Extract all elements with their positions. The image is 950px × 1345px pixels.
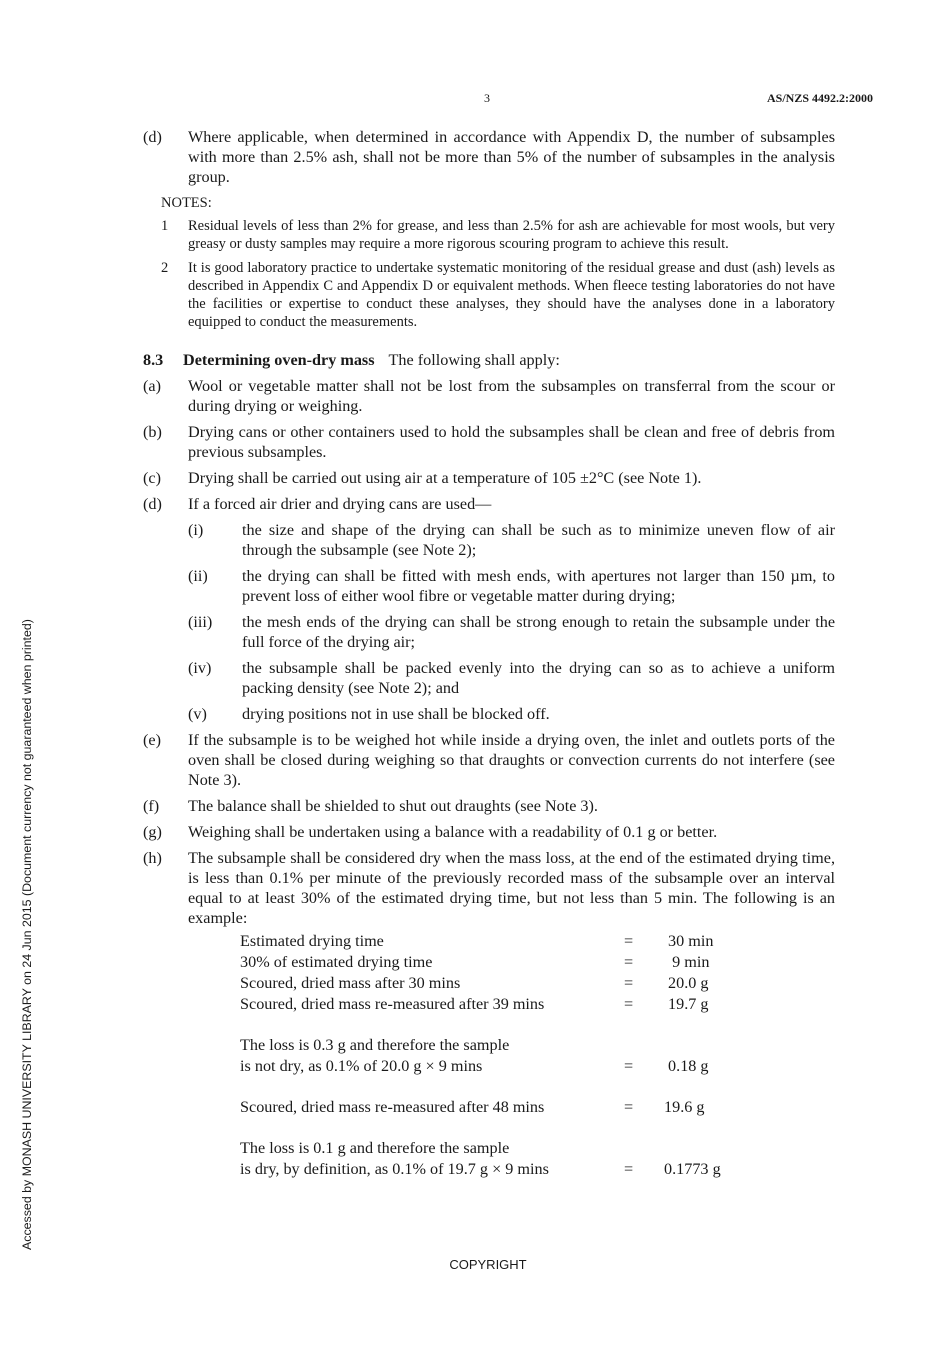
sub-item-label: (ii) <box>188 566 208 585</box>
example-value: 20.0 g <box>664 973 709 992</box>
example-row <box>240 1056 760 1077</box>
section-title: Determining oven-dry mass <box>183 350 375 369</box>
example-row <box>240 931 760 952</box>
sub-item <box>188 612 835 652</box>
item-label: (c) <box>143 468 161 487</box>
list-item <box>143 848 835 928</box>
item-text: The subsample shall be considered dry when the mass loss, at the end of the estimated drying time, is less than 0.1% per minute of the previously recorded mass of the subsample over an interval equal to at least 30% of the estimated drying time, but not less than 5 min. The following is an example: <box>188 848 835 927</box>
item-text: Weighing shall be undertaken using a balance with a readability of 0.1 g or better. <box>188 822 718 841</box>
item-label: (e) <box>143 730 161 749</box>
list-item <box>143 422 835 462</box>
sub-item <box>188 566 835 606</box>
standard-number: AS/NZS 4492.2:2000 <box>766 91 873 105</box>
sub-item-text: the size and shape of the drying can shall be such as to minimize uneven flow of air through the subsample (see Note 2); <box>242 520 835 559</box>
equals-sign: = <box>624 994 634 1013</box>
example-value: 19.7 g <box>664 994 709 1013</box>
example-row <box>240 973 760 994</box>
section-intro: The following shall apply: <box>388 350 560 369</box>
sub-item-label: (i) <box>188 520 204 539</box>
equals-sign: = <box>624 1159 634 1178</box>
equals-sign: = <box>624 973 634 992</box>
item-label: (a) <box>143 376 161 395</box>
item-text: The balance shall be shielded to shut out draughts (see Note 3). <box>188 796 598 815</box>
item-text: Drying cans or other containers used to hold the subsamples shall be clean and free of debris from previous subsamples. <box>188 422 835 461</box>
page-body <box>143 127 835 1180</box>
list-item <box>143 796 835 816</box>
item-text: Drying shall be carried out using air at a temperature of 105 ±2°C (see Note 1). <box>188 468 702 487</box>
sub-item-label: (iv) <box>188 658 212 677</box>
notes-heading: NOTES: <box>161 195 212 211</box>
example-value: 19.6 g <box>664 1097 705 1116</box>
note-label: 1 <box>161 218 169 234</box>
item-label: (g) <box>143 822 162 841</box>
equals-sign: = <box>624 1097 634 1116</box>
list-item <box>143 494 835 514</box>
example-label: The loss is 0.1 g and therefore the sample <box>240 1138 510 1157</box>
section-heading <box>143 350 835 370</box>
example-row <box>240 1138 760 1159</box>
note-item <box>161 259 835 332</box>
item-text: If a forced air drier and drying cans are used— <box>188 494 492 513</box>
example-label: Scoured, dried mass re-measured after 48 mins <box>240 1097 545 1116</box>
item-label: (h) <box>143 848 162 867</box>
item-text: If the subsample is to be weighed hot while inside a drying oven, the inlet and outlets ports of the oven shall be closed during weighing so that draughts or convection currents do not interfere (see Note 3). <box>188 730 835 789</box>
example-label: The loss is 0.3 g and therefore the sample <box>240 1035 510 1054</box>
copyright-footer: COPYRIGHT <box>449 1257 527 1272</box>
example-value: 0.18 g <box>664 1056 709 1075</box>
note-text: It is good laboratory practice to undertake systematic monitoring of the residual grease and dust (ash) levels as described in Appendix C and Appendix D or equivalent methods. When fleece testing laboratories do not have the facilities or expertise to conduct these analyses, they should have the analyses done in a laboratory equipped to conduct the measurements. <box>188 259 835 331</box>
example-label: is dry, by definition, as 0.1% of 19.7 g × 9 mins <box>240 1159 549 1178</box>
section-number: 8.3 <box>143 350 164 369</box>
example-row <box>240 1097 760 1118</box>
list-item <box>143 730 835 790</box>
example-row <box>240 1159 760 1180</box>
example-label: Estimated drying time <box>240 931 384 950</box>
example-label: is not dry, as 0.1% of 20.0 g × 9 mins <box>240 1056 483 1075</box>
sub-item-label: (v) <box>188 704 207 723</box>
example-label: Scoured, dried mass re-measured after 39 mins <box>240 994 545 1013</box>
equals-sign: = <box>624 931 634 950</box>
list-item <box>143 468 835 488</box>
item-text: Wool or vegetable matter shall not be lost from the subsamples on transferral from the scour or during drying or weighing. <box>188 376 835 415</box>
sub-item <box>188 704 835 724</box>
equals-sign: = <box>624 1056 634 1075</box>
example-row <box>240 952 760 973</box>
sub-item-text: the subsample shall be packed evenly into the drying can so as to achieve a uniform packing density (see Note 2); and <box>242 658 835 697</box>
item-label: (f) <box>143 796 160 815</box>
example-value: 9 min <box>664 952 710 971</box>
item-label: (d) <box>143 128 162 146</box>
example-value: 30 min <box>664 931 714 950</box>
page-number: 3 <box>484 91 490 105</box>
list-item <box>143 822 835 842</box>
note-label: 2 <box>161 259 169 276</box>
sub-item-text: the drying can shall be fitted with mesh ends, with apertures not larger than 150 µm, to prevent loss of either wool fibre or vegetable matter during drying; <box>242 566 835 605</box>
drying-example <box>240 931 760 1180</box>
example-row <box>240 994 760 1015</box>
note-item <box>161 217 835 254</box>
item-label: (b) <box>143 422 162 441</box>
sub-item <box>188 520 835 560</box>
example-value: 0.1773 g <box>664 1159 721 1178</box>
example-row <box>240 1035 760 1056</box>
example-label: Scoured, dried mass after 30 mins <box>240 973 461 992</box>
access-watermark: Accessed by MONASH UNIVERSITY LIBRARY on 24 Jun 2015 (Document currency not guaranteed when printed) <box>20 619 34 1250</box>
sub-item-label: (iii) <box>188 612 213 631</box>
sub-item-text: drying positions not in use shall be blocked off. <box>242 704 550 723</box>
item-label: (d) <box>143 494 162 513</box>
list-item <box>143 127 835 187</box>
list-item <box>143 376 835 416</box>
sub-item <box>188 658 835 698</box>
example-label: 30% of estimated drying time <box>240 952 433 971</box>
equals-sign: = <box>624 952 634 971</box>
item-text: Where applicable, when determined in accordance with Appendix D, the number of subsamples with more than 2.5% ash, shall not be more than 5% of the number of subsamples in the analysis group. <box>188 128 835 186</box>
note-text: Residual levels of less than 2% for grease, and less than 2.5% for ash are achievable for most wools, but very greasy or dusty samples may require a more rigorous scouring program to achieve this result. <box>188 218 835 253</box>
sub-item-text: the mesh ends of the drying can shall be strong enough to retain the subsample under the full force of the drying air; <box>242 612 835 651</box>
